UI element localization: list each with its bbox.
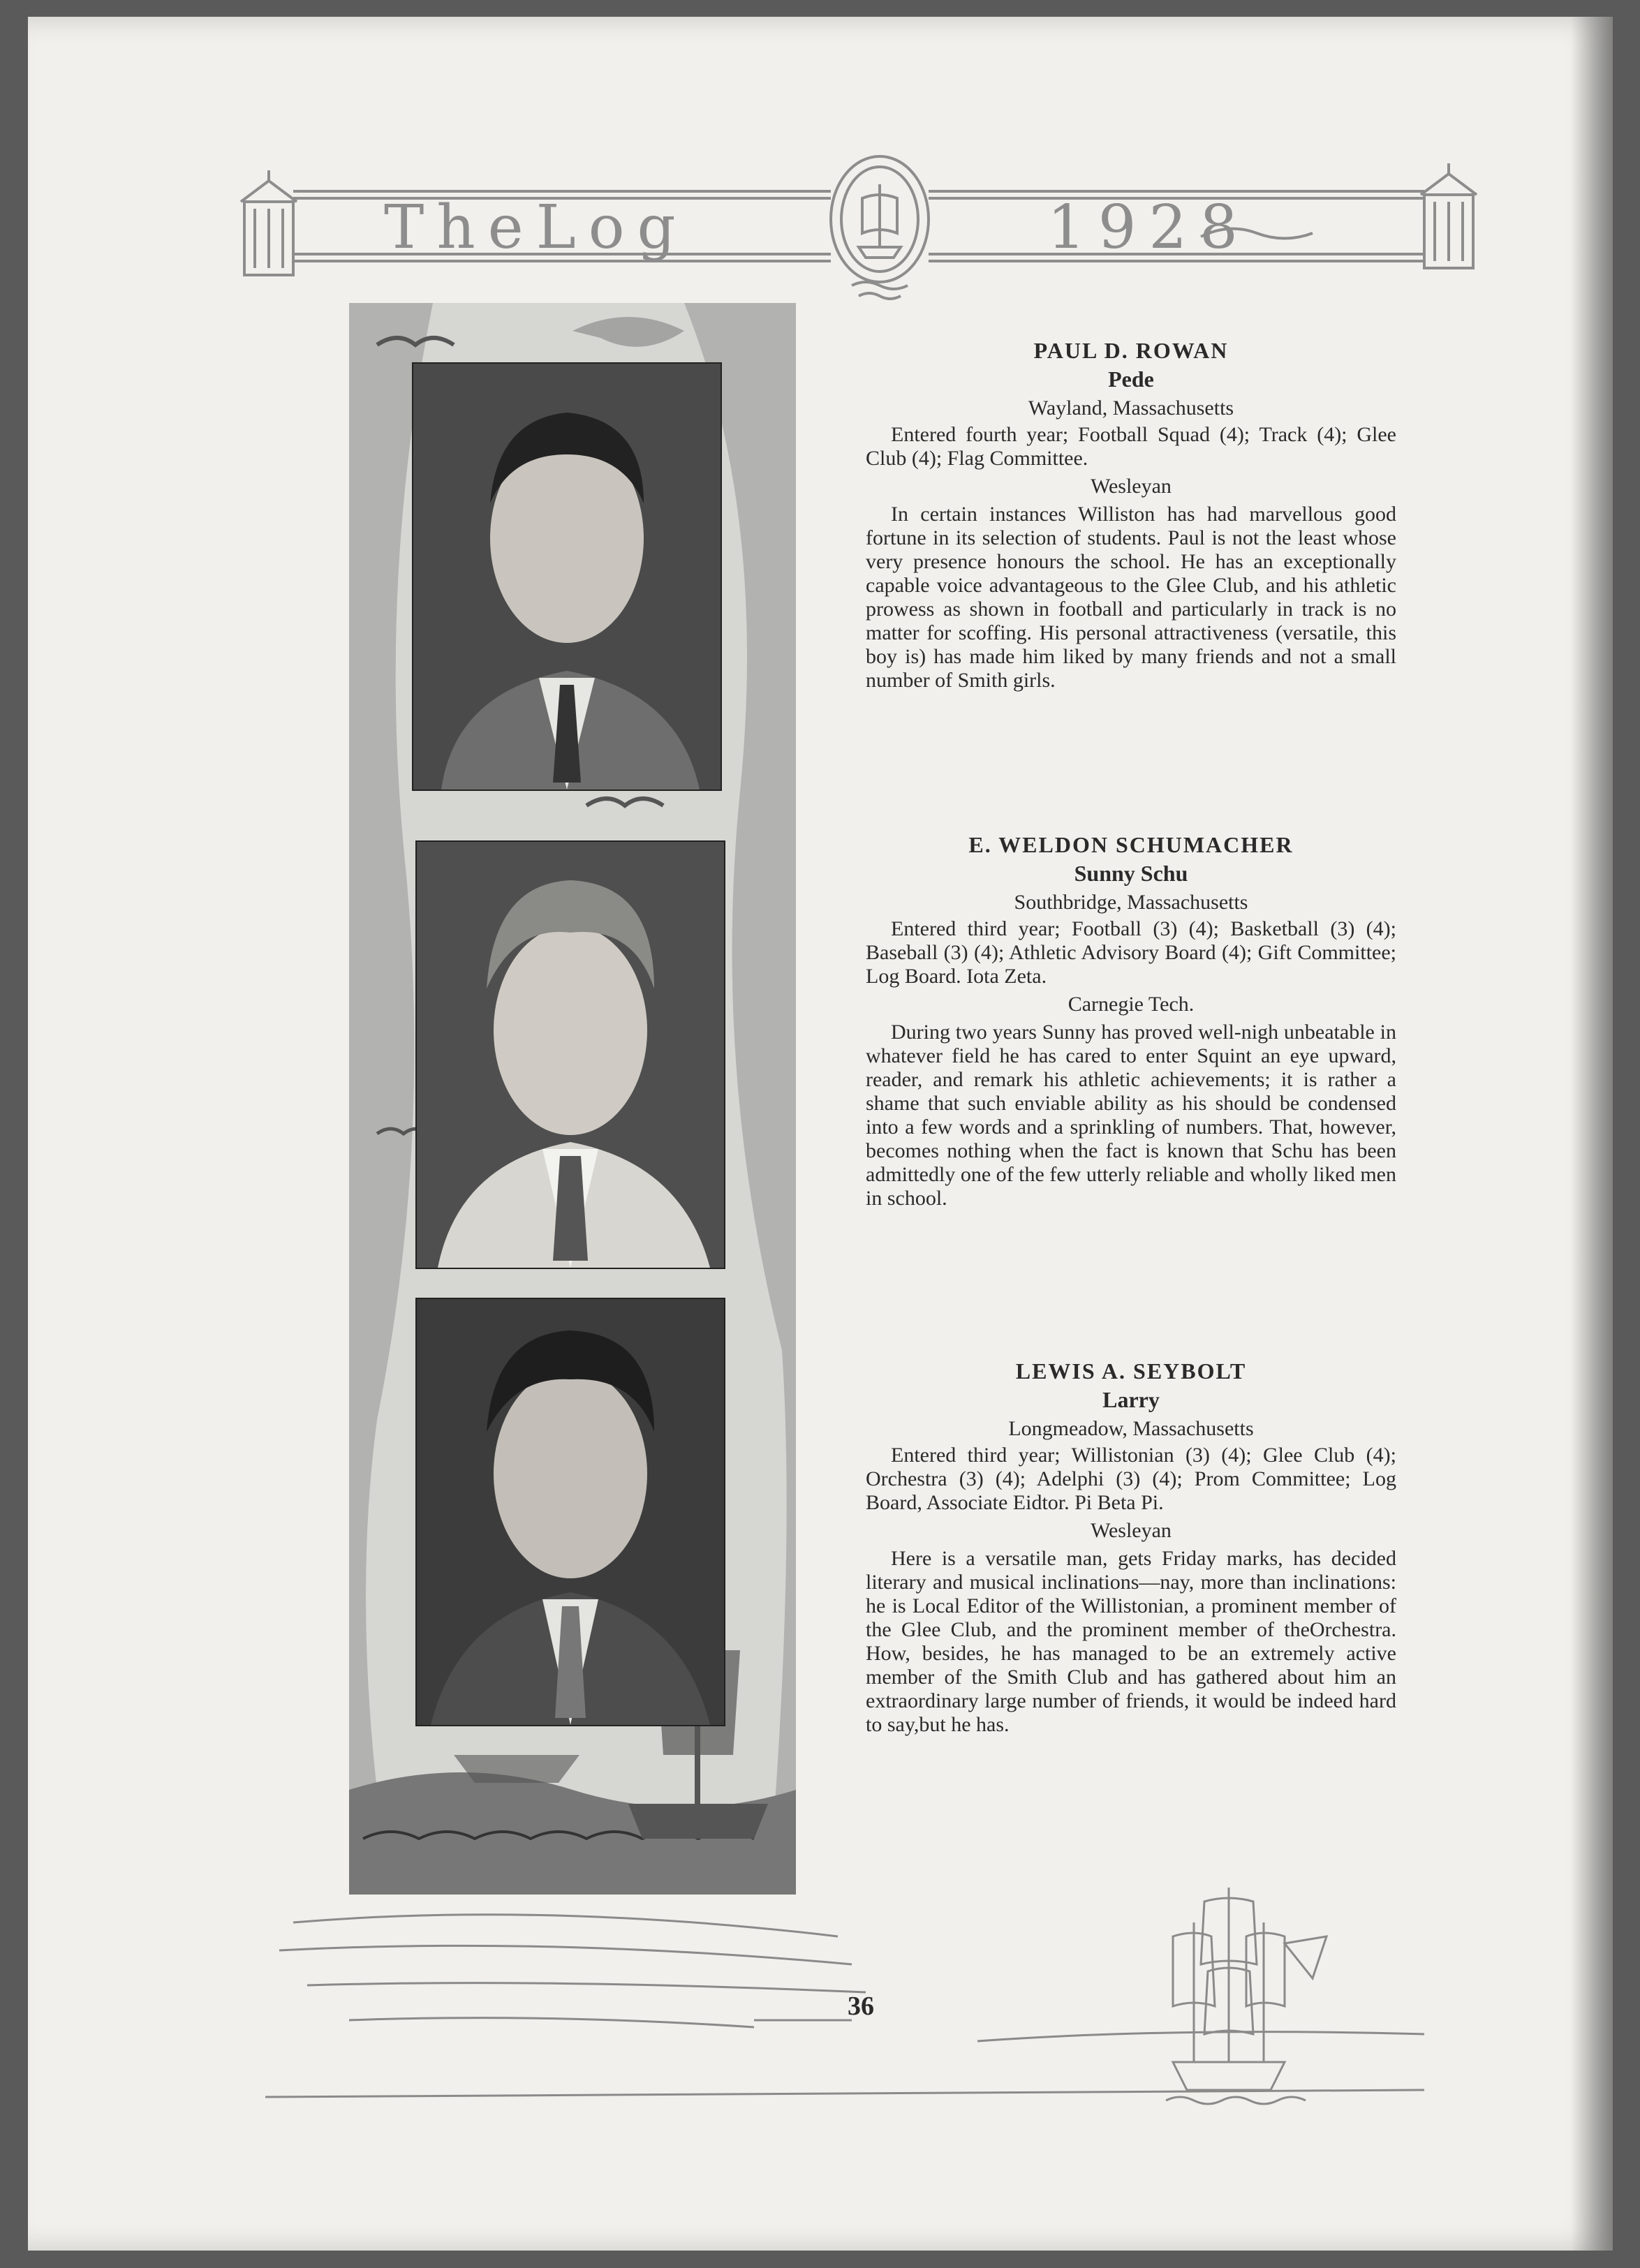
yearbook-year: 1928 (1047, 193, 1250, 262)
student-nickname: Pede (1108, 366, 1154, 392)
portrait-schumacher (415, 840, 725, 1269)
biography-seybolt (866, 1358, 1396, 1737)
student-activities: Entered third year; Football (3) (4); Basketball (3) (4); Baseball (3) (4); Athletic Advisory Board (4); Gift Committee; Log Board. Iota Zeta. (866, 917, 1396, 988)
footer-ornament (265, 1860, 1522, 2125)
header-banner (237, 142, 1494, 310)
binding-shadow (1571, 17, 1613, 2251)
student-activities: Entered fourth year; Football Squad (4); Track (4); Glee Club (4); Flag Committee. (866, 423, 1396, 470)
student-name: E. WELDON SCHUMACHER (968, 832, 1294, 857)
portrait-seybolt (415, 1298, 725, 1726)
page-number: 36 (848, 1992, 874, 2021)
student-name: PAUL D. ROWAN (1033, 338, 1229, 363)
student-activities: Entered third year; Willistonian (3) (4); Glee Club (4); Orchestra (3) (4); Adelphi (3) (4); Prom Committee; Log Board, Associate Eidtor. Pi Beta Pi. (866, 1444, 1396, 1514)
portrait-schumacher-image (417, 842, 724, 1268)
student-college: Wesleyan (1091, 1519, 1172, 1542)
biography-rowan (866, 338, 1396, 692)
student-college: Wesleyan (1091, 475, 1172, 498)
portrait-rowan (412, 362, 722, 791)
photo-strip (349, 303, 796, 1895)
yearbook-title: TheLog (384, 193, 688, 262)
student-hometown: Longmeadow, Massachusetts (1008, 1417, 1254, 1440)
portrait-rowan-image (413, 364, 721, 790)
student-description: In certain instances Williston has had marvellous good fortune in its selection of students. Paul is not the least whose very presence honours the school. He has an exceptionally capable voice advantageous to the Glee Club, and his athletic prowess as shown in football and particularly in track is no matter for scoffing. His personal attractiveness (versatile, this boy is) has made him liked by many friends and not a small number of Smith girls. (866, 503, 1396, 692)
student-nickname: Larry (1102, 1387, 1160, 1412)
biography-schumacher (866, 832, 1396, 1210)
student-nickname: Sunny Schu (1074, 861, 1188, 886)
student-description: During two years Sunny has proved well-nigh unbeatable in whatever field he has cared to enter Squint an eye upward, reader, and remark his athletic achievements; it is rather a shame that such enviable ability as his should be condensed into a few words and a sprinkling of numbers. That, however, becomes nothing when the fact is known that Schu has been admittedly one of the few utterly reliable and wholly liked men in school. (866, 1021, 1396, 1210)
portrait-seybolt-image (417, 1299, 724, 1725)
student-hometown: Wayland, Massachusetts (1028, 396, 1234, 420)
footer-ship-seascape (265, 1860, 1522, 2125)
yearbook-page (28, 17, 1613, 2251)
student-college: Carnegie Tech. (1068, 993, 1195, 1016)
student-hometown: Southbridge, Massachusetts (1014, 891, 1248, 914)
student-description: Here is a versatile man, gets Friday marks, has decided literary and musical inclinations—nay, more than inclinations: he is Local Editor of the Willistonian, a prominent member of the Glee Club, and the prominent member of theOrchestra. How, besides, he has managed to be an extremely active member of the Smith Club and has gathered about him an extraordinary large number of friends, it would be indeed hard to say,but he has. (866, 1547, 1396, 1736)
student-name: LEWIS A. SEYBOLT (1015, 1358, 1247, 1384)
